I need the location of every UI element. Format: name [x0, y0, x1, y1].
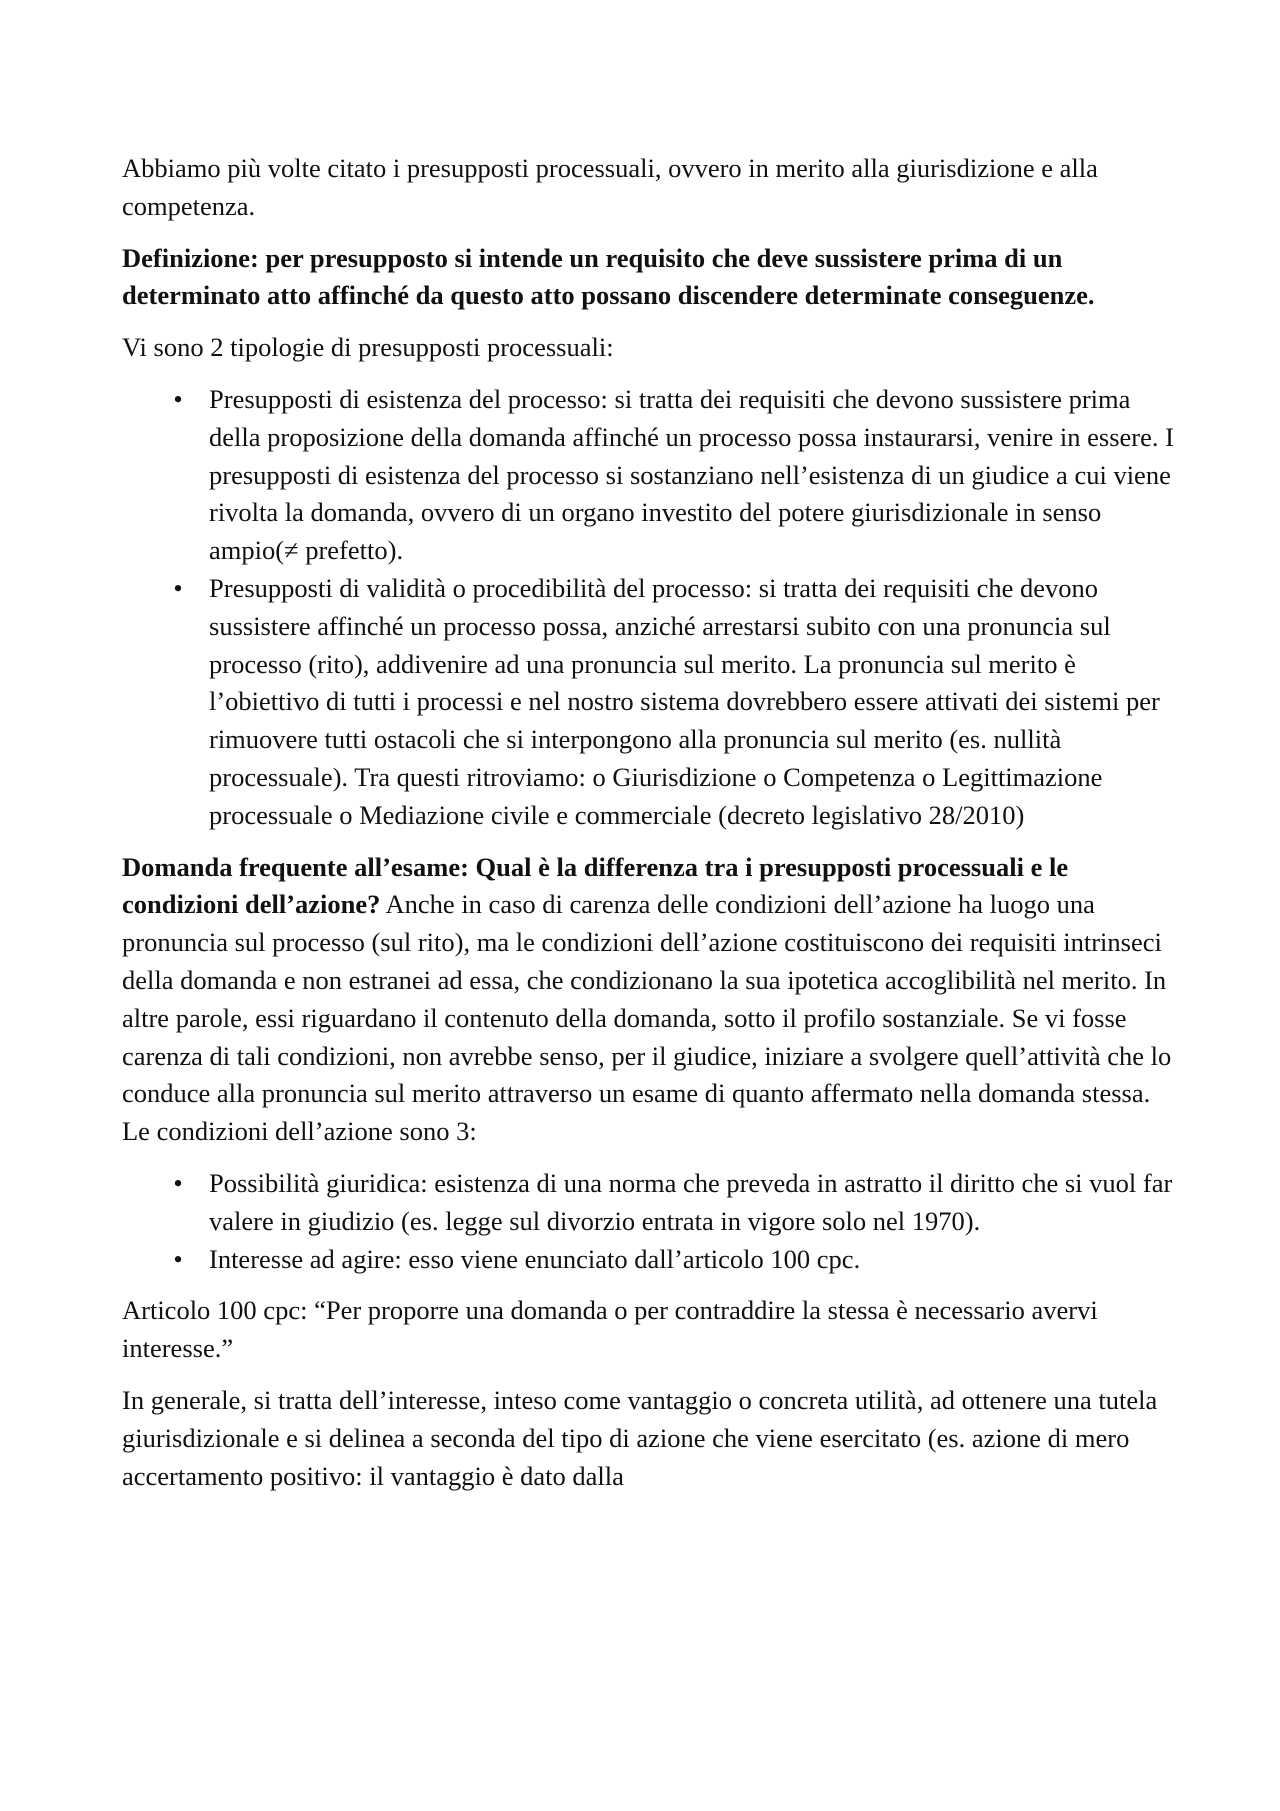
bullet-icon: • [173, 383, 183, 414]
definition-paragraph: Definizione: per presupposto si intende un requisito che deve sussistere prima di un determinato atto affinché da questo atto possano discendere determinate conseguenze. [122, 242, 1095, 311]
conditions-list [122, 1165, 1174, 1278]
question-heading: Domanda frequente all’esame: Qual è la differenza tra i presupposti processuali e le condizioni dell’azione? [122, 851, 1069, 920]
bullet-icon: • [173, 1167, 183, 1198]
list-item-text: Presupposti di esistenza del processo: si tratta dei requisiti che devono sussistere prima della proposizione della domanda affinché un processo possa instaurarsi, venire in essere. I presupposti di esistenza del processo si sostanziano nell’esistenza di un giudice a cui viene rivolta la domanda, ovvero di un organo investito del potere giurisdizionale in senso ampio(≠ prefetto). [209, 383, 1174, 566]
list-item-text: Possibilità giuridica: esistenza di una norma che preveda in astratto il diritto che si vuol far valere in giudizio (es. legge sul divorzio entrata in vigore solo nel 1970). [209, 1167, 1173, 1236]
list-item [122, 1165, 1174, 1241]
bullet-icon: • [173, 1243, 183, 1274]
types-list [122, 381, 1174, 835]
list-item-text: Interesse ad agire: esso viene enunciato dall’articolo 100 cpc. [209, 1243, 861, 1274]
general-paragraph: In generale, si tratta dell’interesse, inteso come vantaggio o concreta utilità, ad ottenere una tutela giurisdizionale e si delinea a seconda del tipo di azione che viene esercitato (es. azione di mero accertamento positivo: il vantaggio è dato dalla [122, 1384, 1158, 1491]
article-quote-paragraph: Articolo 100 cpc: “Per proporre una domanda o per contraddire la stessa è necessario avervi interesse.” [122, 1295, 1098, 1364]
list-item [122, 1241, 1174, 1279]
question-paragraph [122, 849, 1174, 1151]
document-body [122, 150, 1174, 1509]
list-item [122, 381, 1174, 570]
intro-paragraph: Abbiamo più volte citato i presupposti processuali, ovvero in merito alla giurisdizione e alla competenza. [122, 153, 1098, 221]
bullet-icon: • [173, 572, 183, 603]
list-item-text: Presupposti di validità o procedibilità del processo: si tratta dei requisiti che devono sussistere affinché un processo possa, anziché arrestarsi subito con una pronuncia sul processo (rito), addivenire ad una pronuncia sul merito. La pronuncia sul merito è l’obiettivo di tutti i processi e nel nostro sistema dovrebbero essere attivati dei sistemi per rimuovere tutti ostacoli che si interpongono alla pronuncia sul merito (es. nullità processuale). Tra questi ritroviamo: o Giurisdizione o Competenza o Legittimazione processuale o Mediazione civile e commerciale (decreto legislativo 28/2010) [209, 572, 1160, 830]
types-intro-paragraph: Vi sono 2 tipologie di presupposti processuali: [122, 332, 614, 363]
question-answer: Anche in caso di carenza delle condizioni dell’azione ha luogo una pronuncia sul processo (sul rito), ma le condizioni dell’azione costituiscono dei requisiti intrinseci della domanda e non estranei ad essa, che condizionano la sua ipotetica accoglibilità nel merito. In altre parole, essi riguardano il contenuto della domanda, sotto il profilo sostanziale. Se vi fosse carenza di tali condizioni, non avrebbe senso, per il giudice, iniziare a svolgere quell’attività che lo conduce alla pronuncia sul merito attraverso un esame di quanto affermato nella domanda stessa. Le condizioni dell’azione sono 3: [122, 889, 1172, 1147]
list-item [122, 570, 1174, 835]
